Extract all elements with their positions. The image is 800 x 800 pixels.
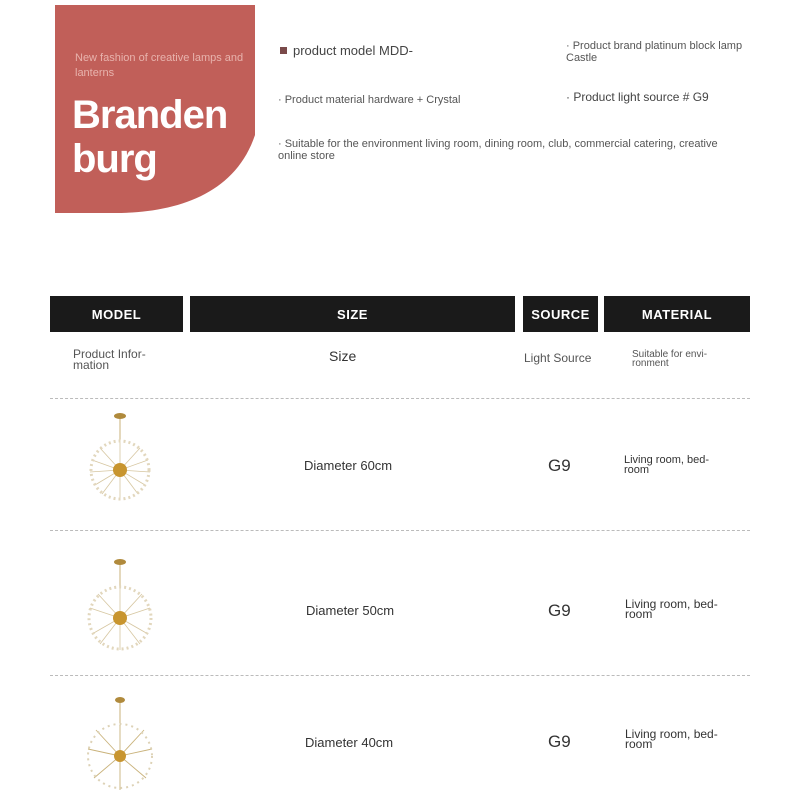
size-value: Diameter 60cm <box>304 458 393 473</box>
lamp-image-50cm <box>78 556 162 660</box>
row-divider <box>50 675 750 676</box>
spec-light-source: · Product light source # G9 <box>566 90 709 104</box>
size-value: Diameter 50cm <box>306 603 395 618</box>
header-size: SIZE <box>190 296 515 332</box>
header-model: MODEL <box>50 296 183 332</box>
row-divider <box>50 530 750 531</box>
brand-name <box>72 93 227 181</box>
square-bullet-icon <box>280 47 287 54</box>
subheader-size: Size <box>329 348 357 364</box>
lamp-image-40cm <box>78 694 162 798</box>
spec-brand: · Product brand platinum block lamp Castle <box>566 40 743 64</box>
subheader-material: Suitable for envi-ronment <box>632 349 708 369</box>
spec-model: product model MDD- <box>280 45 413 57</box>
subheader-source: Light Source <box>524 351 592 365</box>
subheader-model: Product Infor-mation <box>73 347 146 372</box>
environment-value: Living room, bed-room <box>625 597 718 621</box>
brand-name-line-1: Branden <box>72 93 228 137</box>
row-divider <box>50 398 750 399</box>
spec-material: · Product material hardware + Crystal <box>278 94 461 106</box>
brand-tagline: New fashion of creative lamps and lanterns <box>75 52 244 79</box>
spec-environment: · Suitable for the environment living room, dining room, club, commercial catering, creative online store <box>278 138 718 162</box>
size-value: Diameter 40cm <box>305 735 394 750</box>
lamp-image-60cm <box>80 410 160 510</box>
source-value: G9 <box>548 456 571 475</box>
brand-block <box>55 5 255 213</box>
source-value: G9 <box>548 732 571 751</box>
header-source: SOURCE <box>523 296 598 332</box>
environment-value: Living room, bed-room <box>625 727 718 751</box>
environment-value: Living room, bed-room <box>624 454 709 476</box>
brand-name-line-2: burg <box>72 137 157 181</box>
header-material: MATERIAL <box>604 296 750 332</box>
source-value: G9 <box>548 601 571 620</box>
